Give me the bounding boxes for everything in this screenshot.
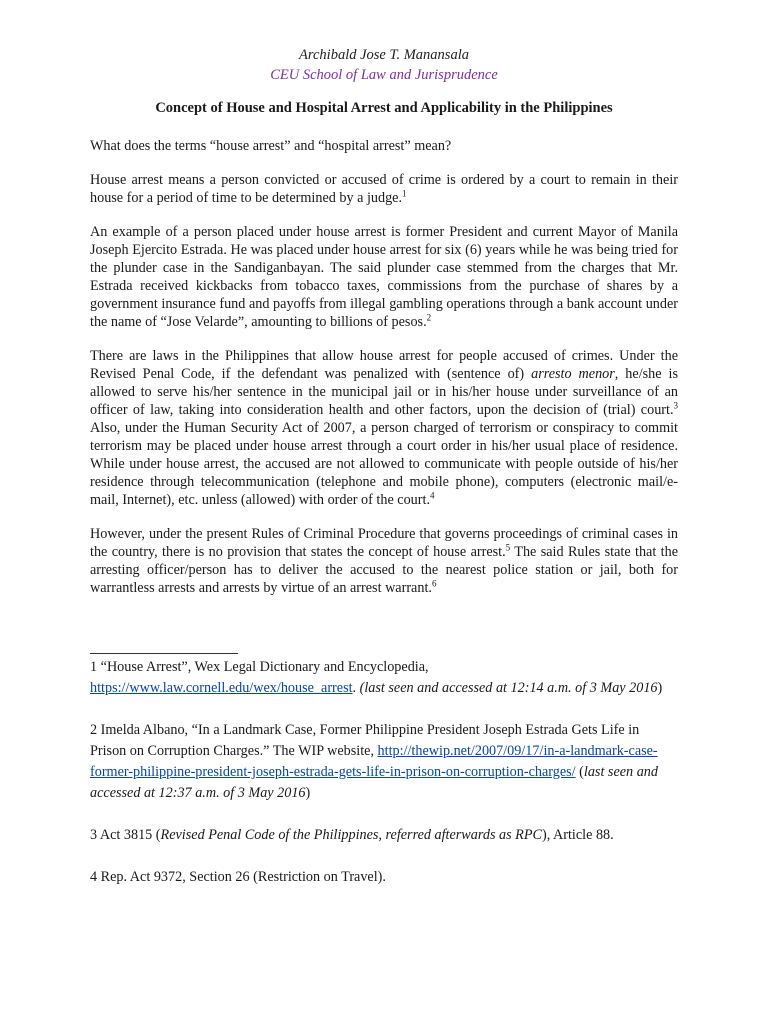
footnote-text: ( [575, 764, 584, 780]
paragraph-text: An example of a person placed under house arrest is former President and current Mayor of Manila Joseph Ejercito Estrada. He was placed under house arrest for six (6) years while he was being tried for the plunder case in the Sandiganbayan. The said plunder case stemmed from the charges that Mr. Estrada received kickbacks from tobacco taxes, commissions from the purchase of shares by a government insurance fund and payoffs from illegal gambling operations through a bank account under the name of “Jose Velarde”, amounting to billions of pesos. [90, 224, 678, 330]
paragraph-text: Also, under the Human Security Act of 2007, a person charged of terrorism or conspiracy to commit terrorism may be placed under house arrest through a court order in his/her usual place of residence. While under house arrest, the accused are not allowed to communicate with people outside of his/her residence through telecommunication (telephone and mobile phone), computers (electronic mail/e-mail, Internet), etc. unless (allowed) with order of the court. [90, 420, 678, 508]
footnote-note: last seen and accessed at 12:37 a.m. of 3 May 2016 [90, 764, 658, 801]
footnote-2 [90, 720, 678, 804]
paragraph-laws [90, 347, 678, 509]
footnote-note: (last seen and accessed at 12:14 a.m. of 3 May 2016 [359, 680, 658, 696]
footnote-1 [90, 657, 678, 699]
footnote-ref[interactable]: 2 [426, 312, 432, 323]
italic-term: arresto menor [531, 366, 615, 382]
footnote-italic: Revised Penal Code of the Philippines, referred afterwards as RPC [160, 827, 542, 843]
footnote-text: 2 Imelda Albano, “In a Landmark Case, Former Philippine President Joseph Estrada Gets Life in Prison on Corruption Charges.” The WIP website, [90, 722, 640, 759]
author-name: Archibald Jose T. Manansala [299, 47, 469, 63]
footnote-separator [90, 653, 238, 654]
footnote-link[interactable]: https://www.law.cornell.edu/wex/house_arrest [90, 680, 353, 696]
footnote-ref[interactable]: 1 [402, 188, 407, 199]
footnotes [90, 657, 678, 909]
footnote-ref[interactable]: 5 [505, 542, 511, 553]
paragraph-text: There are laws in the Philippines that allow house arrest for people accused of crimes. Under the Revised Penal Code, if the defendant was penalized with (sentence of) [90, 348, 678, 382]
document-title: Concept of House and Hospital Arrest and Applicability in the Philippines [155, 100, 613, 116]
footnote-text: ), Article 88. [541, 827, 614, 843]
paragraph-text: House arrest means a person convicted or accused of crime is ordered by a court to remain in their house for a period of time to be determined by a judge. [90, 172, 678, 206]
opening-question [90, 137, 678, 171]
paragraph-rules [90, 525, 678, 597]
footnote-text: 1 “House Arrest”, Wex Legal Dictionary and Encyclopedia, [90, 659, 429, 675]
footnote-ref[interactable]: 6 [431, 578, 437, 589]
footnote-ref[interactable]: 3 [673, 400, 678, 411]
footnote-link[interactable]: http://thewip.net/2007/09/17/in-a-landmark-case-former-philippine-president-joseph-estrada-gets-life-in-prison-on-corruption-charges/ [90, 743, 658, 780]
document-header [0, 45, 768, 85]
footnote-text: 3 Act 3815 ( [90, 827, 161, 843]
body-text [90, 171, 678, 613]
paragraph-text: , he/she is allowed to serve his/her sentence in the municipal jail or in his/her house under surveillance of an officer of law, taking into consideration health and other factors, upon the decision of (trial) court. [90, 366, 678, 418]
paragraph-text: The said Rules state that the arresting officer/person has to deliver the accused to the nearest police station or jail, both for warrantless arrests and arrests by virtue of an arrest warrant. [90, 544, 678, 596]
paragraph-example [90, 223, 678, 331]
author-affiliation: CEU School of Law and Jurisprudence [270, 67, 498, 83]
footnote-3 [90, 825, 678, 846]
paragraph-definition [90, 171, 678, 207]
footnote-4: 4 Rep. Act 9372, Section 26 (Restriction on Travel). [90, 869, 386, 885]
footnote-ref[interactable]: 4 [430, 490, 435, 501]
question-text: What does the terms “house arrest” and “hospital arrest” mean? [90, 138, 452, 154]
footnote-text: ) [305, 785, 311, 801]
paragraph-text: However, under the present Rules of Criminal Procedure that governs proceedings of criminal cases in the country, there is no provision that states the concept of house arrest. [90, 526, 678, 560]
footnote-text: . [352, 680, 357, 696]
footnote-text: ) [657, 680, 663, 696]
